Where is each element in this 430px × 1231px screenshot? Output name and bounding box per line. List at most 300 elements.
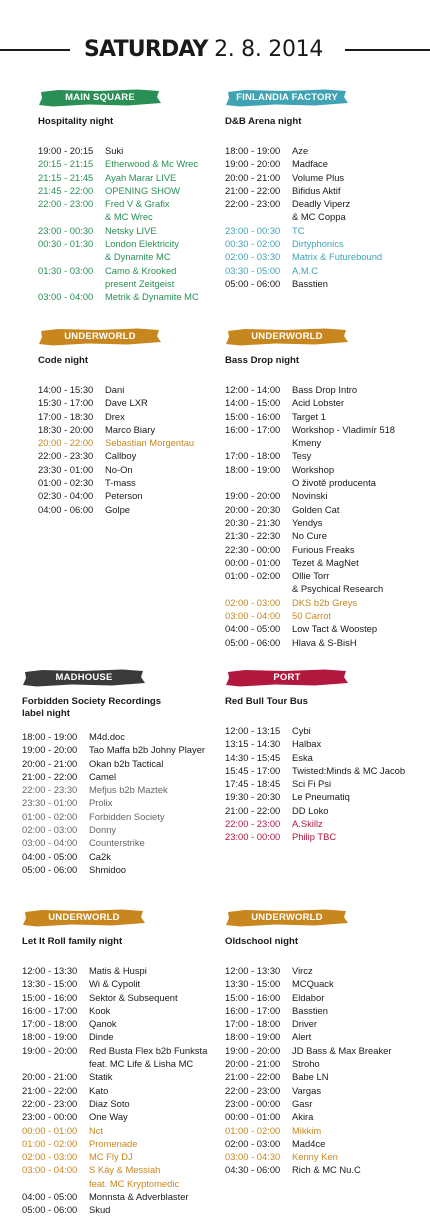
artist-name: Sci Fi Psi bbox=[292, 778, 332, 790]
set-time: 23:30 - 01:00 bbox=[22, 797, 78, 809]
lineup-row bbox=[225, 724, 420, 737]
night-title: Let It Roll family night bbox=[22, 936, 123, 947]
lineup-list bbox=[22, 964, 217, 1217]
artist-name: Statik bbox=[89, 1071, 113, 1083]
artist-name: Okan b2b Tactical bbox=[89, 757, 164, 769]
artist-name: Bass Drop Intro bbox=[292, 384, 358, 395]
set-time: 23:00 - 00:00 bbox=[225, 1097, 281, 1109]
set-time: 17:00 - 18:00 bbox=[225, 450, 281, 462]
lineup-row bbox=[38, 224, 233, 237]
set-time: 05:00 - 06:00 bbox=[225, 277, 281, 289]
artist-name: Matis & Huspi bbox=[89, 965, 147, 976]
set-time: 13:15 - 14:30 bbox=[225, 738, 281, 750]
lineup-row bbox=[38, 410, 233, 423]
set-time: 19:30 - 20:30 bbox=[225, 791, 281, 803]
lineup-row bbox=[225, 1097, 420, 1110]
artist-name: Metrik & Dynamite MC bbox=[105, 291, 199, 303]
set-time: 00:00 - 01:00 bbox=[225, 556, 281, 568]
artist-name: MCQuack bbox=[292, 978, 334, 990]
artist-name: Stroho bbox=[292, 1058, 320, 1070]
lineup-row bbox=[22, 1057, 217, 1070]
lineup-list bbox=[225, 964, 420, 1177]
set-time: 23:30 - 01:00 bbox=[38, 463, 94, 475]
lineup-row bbox=[22, 1030, 217, 1043]
lineup-row bbox=[225, 529, 420, 542]
stage-finlandia-factory bbox=[225, 88, 420, 290]
lineup-row bbox=[225, 277, 420, 290]
lineup-row bbox=[38, 503, 233, 516]
lineup-row bbox=[225, 1124, 420, 1137]
artist-name: Aze bbox=[292, 145, 309, 156]
set-time: 01:00 - 02:30 bbox=[38, 477, 94, 489]
night-title: Red Bull Tour Bus bbox=[225, 696, 308, 707]
set-time: 01:00 - 02:00 bbox=[225, 570, 281, 582]
lineup-row bbox=[38, 197, 233, 210]
artist-name: Camo & Krooked bbox=[105, 264, 177, 276]
lineup-row bbox=[225, 396, 420, 409]
set-time: 18:30 - 20:00 bbox=[38, 423, 94, 435]
artist-name: Philip TBC bbox=[292, 831, 337, 843]
lineup-row bbox=[225, 977, 420, 990]
set-time: 03:00 - 04:00 bbox=[22, 1164, 78, 1176]
lineup-row bbox=[225, 622, 420, 635]
set-time: 18:00 - 19:00 bbox=[22, 1031, 78, 1043]
lineup-row bbox=[38, 436, 233, 449]
lineup-row bbox=[22, 964, 217, 977]
set-time: 12:00 - 13:30 bbox=[225, 965, 281, 976]
set-time: 04:00 - 06:00 bbox=[38, 503, 94, 515]
set-time: 23:00 - 00:00 bbox=[225, 831, 281, 843]
set-time: 22:00 - 23:00 bbox=[225, 198, 281, 210]
lineup-row bbox=[225, 264, 420, 277]
lineup-row bbox=[38, 171, 233, 184]
set-time: 17:00 - 18:00 bbox=[225, 1018, 281, 1030]
lineup-row bbox=[38, 210, 233, 223]
set-time: 03:00 - 04:00 bbox=[22, 837, 78, 849]
set-time: 22:00 - 23:00 bbox=[225, 1084, 281, 1096]
lineup-row bbox=[225, 436, 420, 449]
artist-name: TC bbox=[292, 224, 305, 236]
lineup-row bbox=[22, 1084, 217, 1097]
artist-name: & Dynamite MC bbox=[105, 251, 171, 263]
lineup-row bbox=[22, 743, 217, 756]
lineup-row bbox=[38, 463, 233, 476]
lineup-row bbox=[22, 1177, 217, 1190]
stage-name: PORT bbox=[273, 672, 301, 683]
lineup-row bbox=[225, 1137, 420, 1150]
artist-name: S Käy & Messiah bbox=[89, 1164, 161, 1176]
lineup-row bbox=[225, 410, 420, 423]
stage-main-square bbox=[38, 88, 233, 304]
set-time: 05:00 - 06:00 bbox=[22, 1204, 78, 1216]
set-time: 20:00 - 21:00 bbox=[22, 757, 78, 769]
stage-badge bbox=[38, 327, 162, 347]
set-time: 22:00 - 23:30 bbox=[38, 450, 94, 462]
lineup-row bbox=[225, 224, 420, 237]
set-time: 13:30 - 15:00 bbox=[22, 978, 78, 990]
artist-name: Prolix bbox=[89, 797, 113, 809]
lineup-row bbox=[225, 449, 420, 462]
set-time: 14:00 - 15:00 bbox=[225, 397, 281, 409]
lineup-list bbox=[225, 144, 420, 290]
lineup-row bbox=[38, 476, 233, 489]
artist-name: Camel bbox=[89, 770, 117, 782]
artist-name: Qanok bbox=[89, 1018, 117, 1030]
night-title: Hospitality night bbox=[38, 116, 114, 127]
artist-name: Yendys bbox=[292, 516, 323, 528]
set-time: 19:00 - 20:00 bbox=[22, 1044, 78, 1056]
set-time: 12:00 - 13:15 bbox=[225, 725, 281, 736]
artist-name: No Cure bbox=[292, 530, 327, 542]
artist-name: A.Skillz bbox=[292, 818, 323, 830]
set-time: 19:00 - 20:00 bbox=[225, 1044, 281, 1056]
night-title: Oldschool night bbox=[225, 936, 299, 947]
set-time: 19:00 - 20:15 bbox=[38, 145, 94, 156]
set-time: 23:00 - 00:30 bbox=[225, 224, 281, 236]
stage-badge bbox=[225, 327, 349, 347]
artist-name: & MC Coppa bbox=[292, 211, 346, 223]
artist-name: Basstien bbox=[292, 1004, 328, 1016]
set-time: 16:00 - 17:00 bbox=[225, 423, 281, 435]
night-title: Code night bbox=[38, 355, 89, 366]
artist-name: Promenade bbox=[89, 1137, 138, 1149]
lineup-row bbox=[225, 489, 420, 502]
night-title: Bass Drop night bbox=[225, 355, 300, 366]
artist-name: Furious Freaks bbox=[292, 543, 355, 555]
artist-name: Volume Plus bbox=[292, 171, 345, 183]
artist-name: Kook bbox=[89, 1004, 111, 1016]
set-time: 02:00 - 03:00 bbox=[22, 824, 78, 836]
artist-name: Acid Lobster bbox=[292, 397, 345, 409]
set-time: 19:00 - 20:00 bbox=[22, 744, 78, 756]
artist-name: Workshop bbox=[292, 463, 335, 475]
artist-name: feat. MC Kryptomedic bbox=[89, 1177, 180, 1189]
artist-name: Ollie Torr bbox=[292, 570, 330, 582]
lineup-row bbox=[22, 863, 217, 876]
stage-underworld-bass-drop bbox=[225, 327, 420, 649]
artist-name: Golpe bbox=[105, 503, 131, 515]
artist-name: Etherwood & Mc Wrec bbox=[105, 158, 199, 170]
stage-name: FINLANDIA FACTORY bbox=[236, 92, 338, 103]
set-time: 02:30 - 04:00 bbox=[38, 490, 94, 502]
lineup-row bbox=[22, 1203, 217, 1216]
lineup-row bbox=[22, 1137, 217, 1150]
lineup-row bbox=[225, 184, 420, 197]
lineup-row bbox=[225, 171, 420, 184]
artist-name: present Zeitgeist bbox=[105, 277, 175, 289]
set-time: 13:30 - 15:00 bbox=[225, 978, 281, 990]
artist-name: Nct bbox=[89, 1124, 104, 1136]
lineup-row bbox=[225, 1070, 420, 1083]
artist-name: Callboy bbox=[105, 450, 137, 462]
night-title: D&B Arena night bbox=[225, 116, 302, 127]
lineup-row bbox=[225, 383, 420, 396]
lineup-row bbox=[22, 1044, 217, 1057]
artist-name: London Elektricity bbox=[105, 238, 179, 250]
artist-name: Marco Biary bbox=[105, 423, 156, 435]
set-time: 22:30 - 00:00 bbox=[225, 543, 281, 555]
lineup-row bbox=[38, 144, 233, 157]
set-time: 21:00 - 22:00 bbox=[225, 1071, 281, 1083]
artist-name: Target 1 bbox=[292, 410, 326, 422]
lineup-row bbox=[22, 796, 217, 809]
set-time: 04:00 - 05:00 bbox=[225, 623, 281, 635]
artist-name: Madface bbox=[292, 158, 328, 170]
set-time: 02:00 - 03:00 bbox=[225, 596, 281, 608]
set-time: 21:15 - 21:45 bbox=[38, 171, 94, 183]
set-time: 23:00 - 00:30 bbox=[38, 224, 94, 236]
artist-name: Monnsta & Adverblaster bbox=[89, 1191, 189, 1203]
day-name: SATURDAY bbox=[84, 37, 208, 62]
set-time: 20:00 - 22:00 bbox=[38, 437, 94, 449]
artist-name: Halbax bbox=[292, 738, 322, 750]
lineup-row bbox=[225, 476, 420, 489]
set-time: 17:45 - 18:45 bbox=[225, 778, 281, 790]
artist-name: Counterstrike bbox=[89, 837, 145, 849]
lineup-row bbox=[38, 264, 233, 277]
set-time: 16:00 - 17:00 bbox=[225, 1004, 281, 1016]
lineup-row bbox=[225, 556, 420, 569]
set-time: 21:00 - 22:00 bbox=[225, 804, 281, 816]
set-time: 15:00 - 16:00 bbox=[225, 410, 281, 422]
lineup-row bbox=[225, 543, 420, 556]
set-time: 14:30 - 15:45 bbox=[225, 751, 281, 763]
lineup-list bbox=[225, 383, 420, 649]
lineup-row bbox=[22, 810, 217, 823]
lineup-row bbox=[225, 636, 420, 649]
artist-name: Shmidoo bbox=[89, 863, 127, 875]
artist-name: Vargas bbox=[292, 1084, 322, 1096]
day-header bbox=[0, 30, 430, 70]
lineup-row bbox=[225, 817, 420, 830]
set-time: 02:00 - 03:00 bbox=[225, 1137, 281, 1149]
set-time: 20:00 - 20:30 bbox=[225, 503, 281, 515]
artist-name: JD Bass & Max Breaker bbox=[292, 1044, 392, 1056]
stage-badge bbox=[38, 88, 162, 108]
lineup-row bbox=[225, 596, 420, 609]
set-time: 20:00 - 21:00 bbox=[225, 1058, 281, 1070]
set-time: 20:30 - 21:30 bbox=[225, 516, 281, 528]
artist-name: Twisted:Minds & MC Jacob bbox=[292, 764, 406, 776]
artist-name: Kenny Ken bbox=[292, 1151, 338, 1163]
stage-badge bbox=[22, 668, 146, 688]
stage-name: UNDERWORLD bbox=[48, 912, 120, 923]
set-time: 21:00 - 22:00 bbox=[22, 770, 78, 782]
artist-name: Mefjus b2b Maztek bbox=[89, 784, 168, 796]
lineup-row bbox=[22, 1150, 217, 1163]
lineup-row bbox=[225, 144, 420, 157]
lineup-row bbox=[22, 823, 217, 836]
artist-name: Donny bbox=[89, 824, 117, 836]
artist-name: Netsky LIVE bbox=[105, 224, 157, 236]
artist-name: MC Fly DJ bbox=[89, 1151, 133, 1163]
artist-name: Tezet & MagNet bbox=[292, 556, 359, 568]
artist-name: Ayah Marar LIVE bbox=[105, 171, 177, 183]
set-time: 21:45 - 22:00 bbox=[38, 184, 94, 196]
lineup-row bbox=[225, 503, 420, 516]
stage-badge bbox=[22, 908, 146, 928]
artist-name: Novinski bbox=[292, 490, 328, 502]
lineup-row bbox=[22, 730, 217, 743]
artist-name: DD Loko bbox=[292, 804, 329, 816]
artist-name: Skud bbox=[89, 1204, 111, 1216]
artist-name: Forbidden Society bbox=[89, 810, 165, 822]
set-time: 15:00 - 16:00 bbox=[225, 991, 281, 1003]
set-time: 04:00 - 05:00 bbox=[22, 1191, 78, 1203]
lineup-row bbox=[225, 237, 420, 250]
set-time: 20:15 - 21:15 bbox=[38, 158, 94, 170]
set-time: 15:45 - 17:00 bbox=[225, 764, 281, 776]
set-time: 00:30 - 02:00 bbox=[225, 238, 281, 250]
artist-name: Hlava & S-BisH bbox=[292, 636, 357, 648]
set-time: 02:00 - 03:00 bbox=[22, 1151, 78, 1163]
lineup-row bbox=[225, 197, 420, 210]
set-time: 01:00 - 02:00 bbox=[22, 810, 78, 822]
lineup-row bbox=[225, 1163, 420, 1176]
artist-name: Tesy bbox=[292, 450, 312, 462]
lineup-row bbox=[38, 489, 233, 502]
artist-name: OPENING SHOW bbox=[105, 184, 181, 196]
artist-name: 50 Carrot bbox=[292, 610, 332, 622]
lineup-row bbox=[225, 764, 420, 777]
set-time: 17:00 - 18:30 bbox=[38, 410, 94, 422]
artist-name: M4d.doc bbox=[89, 731, 125, 742]
lineup-row bbox=[38, 250, 233, 263]
lineup-row bbox=[22, 850, 217, 863]
set-time: 18:00 - 19:00 bbox=[225, 463, 281, 475]
lineup-row bbox=[225, 1150, 420, 1163]
lineup-row bbox=[225, 1004, 420, 1017]
artist-name: Workshop - Vladimír 518 bbox=[292, 423, 395, 435]
set-time: 02:00 - 03:30 bbox=[225, 251, 281, 263]
lineup-row bbox=[22, 757, 217, 770]
artist-name: O životě producenta bbox=[292, 477, 376, 489]
set-time: 04:30 - 06:00 bbox=[225, 1164, 281, 1176]
set-time: 03:00 - 04:00 bbox=[225, 610, 281, 622]
lineup-row bbox=[225, 830, 420, 843]
set-time: 17:00 - 18:00 bbox=[22, 1018, 78, 1030]
stage-badge bbox=[225, 908, 349, 928]
lineup-row bbox=[22, 1004, 217, 1017]
set-time: 04:00 - 05:00 bbox=[22, 850, 78, 862]
artist-name: Cybi bbox=[292, 725, 311, 736]
lineup-row bbox=[22, 836, 217, 849]
lineup-list bbox=[225, 724, 420, 844]
artist-name: Gasr bbox=[292, 1097, 313, 1109]
artist-name: A.M.C bbox=[292, 264, 319, 276]
lineup-list bbox=[38, 144, 233, 304]
lineup-row bbox=[225, 1057, 420, 1070]
lineup-row bbox=[225, 569, 420, 582]
stage-badge bbox=[225, 668, 349, 688]
artist-name: DKS b2b Greys bbox=[292, 596, 358, 608]
artist-name: Mikkim bbox=[292, 1124, 322, 1136]
set-time: 19:00 - 20:00 bbox=[225, 158, 281, 170]
set-time: 00:30 - 01:30 bbox=[38, 238, 94, 250]
artist-name: No-On bbox=[105, 463, 133, 475]
set-time: 01:00 - 02:00 bbox=[22, 1137, 78, 1149]
lineup-row bbox=[38, 237, 233, 250]
stage-underworld-let-it-roll bbox=[22, 908, 217, 1217]
artist-name: Alert bbox=[292, 1031, 312, 1043]
artist-name: Basstien bbox=[292, 277, 328, 289]
set-time: 22:00 - 23:00 bbox=[38, 198, 94, 210]
set-time: 12:00 - 14:00 bbox=[225, 384, 281, 395]
lineup-row bbox=[225, 790, 420, 803]
set-time: 22:00 - 23:00 bbox=[225, 818, 281, 830]
set-time: 18:00 - 19:00 bbox=[225, 1031, 281, 1043]
lineup-row bbox=[225, 964, 420, 977]
set-time: 21:00 - 22:00 bbox=[225, 184, 281, 196]
lineup-row bbox=[38, 184, 233, 197]
artist-name: Kato bbox=[89, 1084, 109, 1096]
artist-name: Eska bbox=[292, 751, 313, 763]
lineup-row bbox=[225, 751, 420, 764]
set-time: 03:30 - 05:00 bbox=[225, 264, 281, 276]
artist-name: Low Tact & Woostep bbox=[292, 623, 378, 635]
stage-badge bbox=[225, 88, 349, 108]
artist-name: Driver bbox=[292, 1018, 317, 1030]
artist-name: Akira bbox=[292, 1111, 314, 1123]
artist-name: Deadly Viperz bbox=[292, 198, 351, 210]
set-time: 22:00 - 23:30 bbox=[22, 784, 78, 796]
set-time: 03:00 - 04:30 bbox=[225, 1151, 281, 1163]
set-time: 21:00 - 22:00 bbox=[22, 1084, 78, 1096]
set-time: 15:00 - 16:00 bbox=[22, 991, 78, 1003]
artist-name: Mad4ce bbox=[292, 1137, 326, 1149]
artist-name: feat. MC Life & Lisha MC bbox=[89, 1058, 194, 1070]
lineup-row bbox=[225, 609, 420, 622]
artist-name: Diaz Soto bbox=[89, 1097, 130, 1109]
lineup-row bbox=[225, 210, 420, 223]
day-date: 2. 8. 2014 bbox=[214, 37, 324, 62]
lineup-row bbox=[22, 1097, 217, 1110]
stage-port bbox=[225, 668, 420, 844]
stage-name: MADHOUSE bbox=[55, 672, 113, 683]
lineup-row bbox=[225, 1110, 420, 1123]
artist-name: Eldabor bbox=[292, 991, 325, 1003]
night-title: Forbidden Society Recordings label night bbox=[22, 696, 162, 719]
artist-name: Vircz bbox=[292, 965, 313, 976]
lineup-row bbox=[38, 277, 233, 290]
set-time: 00:00 - 01:00 bbox=[225, 1111, 281, 1123]
lineup-row bbox=[22, 1163, 217, 1176]
lineup-row bbox=[22, 783, 217, 796]
lineup-row bbox=[38, 423, 233, 436]
lineup-list bbox=[22, 730, 217, 876]
lineup-row bbox=[22, 1070, 217, 1083]
set-time: 14:00 - 15:30 bbox=[38, 384, 94, 395]
stage-name: UNDERWORLD bbox=[251, 912, 323, 923]
artist-name: Kmeny bbox=[292, 437, 322, 449]
lineup-row bbox=[38, 449, 233, 462]
stage-name: UNDERWORLD bbox=[251, 331, 323, 342]
set-time: 20:00 - 21:00 bbox=[22, 1071, 78, 1083]
lineup-row bbox=[225, 463, 420, 476]
lineup-row bbox=[225, 991, 420, 1004]
artist-name: Peterson bbox=[105, 490, 143, 502]
artist-name: One Way bbox=[89, 1111, 128, 1123]
lineup-row bbox=[38, 290, 233, 303]
lineup-row bbox=[22, 1190, 217, 1203]
artist-name: Red Busta Flex b2b Funksta bbox=[89, 1044, 208, 1056]
artist-name: Sektor & Subsequent bbox=[89, 991, 178, 1003]
lineup-row bbox=[225, 737, 420, 750]
stage-underworld-code bbox=[38, 327, 233, 516]
day-title bbox=[84, 34, 323, 65]
artist-name: Wi & Cypolit bbox=[89, 978, 141, 990]
lineup-row bbox=[22, 770, 217, 783]
